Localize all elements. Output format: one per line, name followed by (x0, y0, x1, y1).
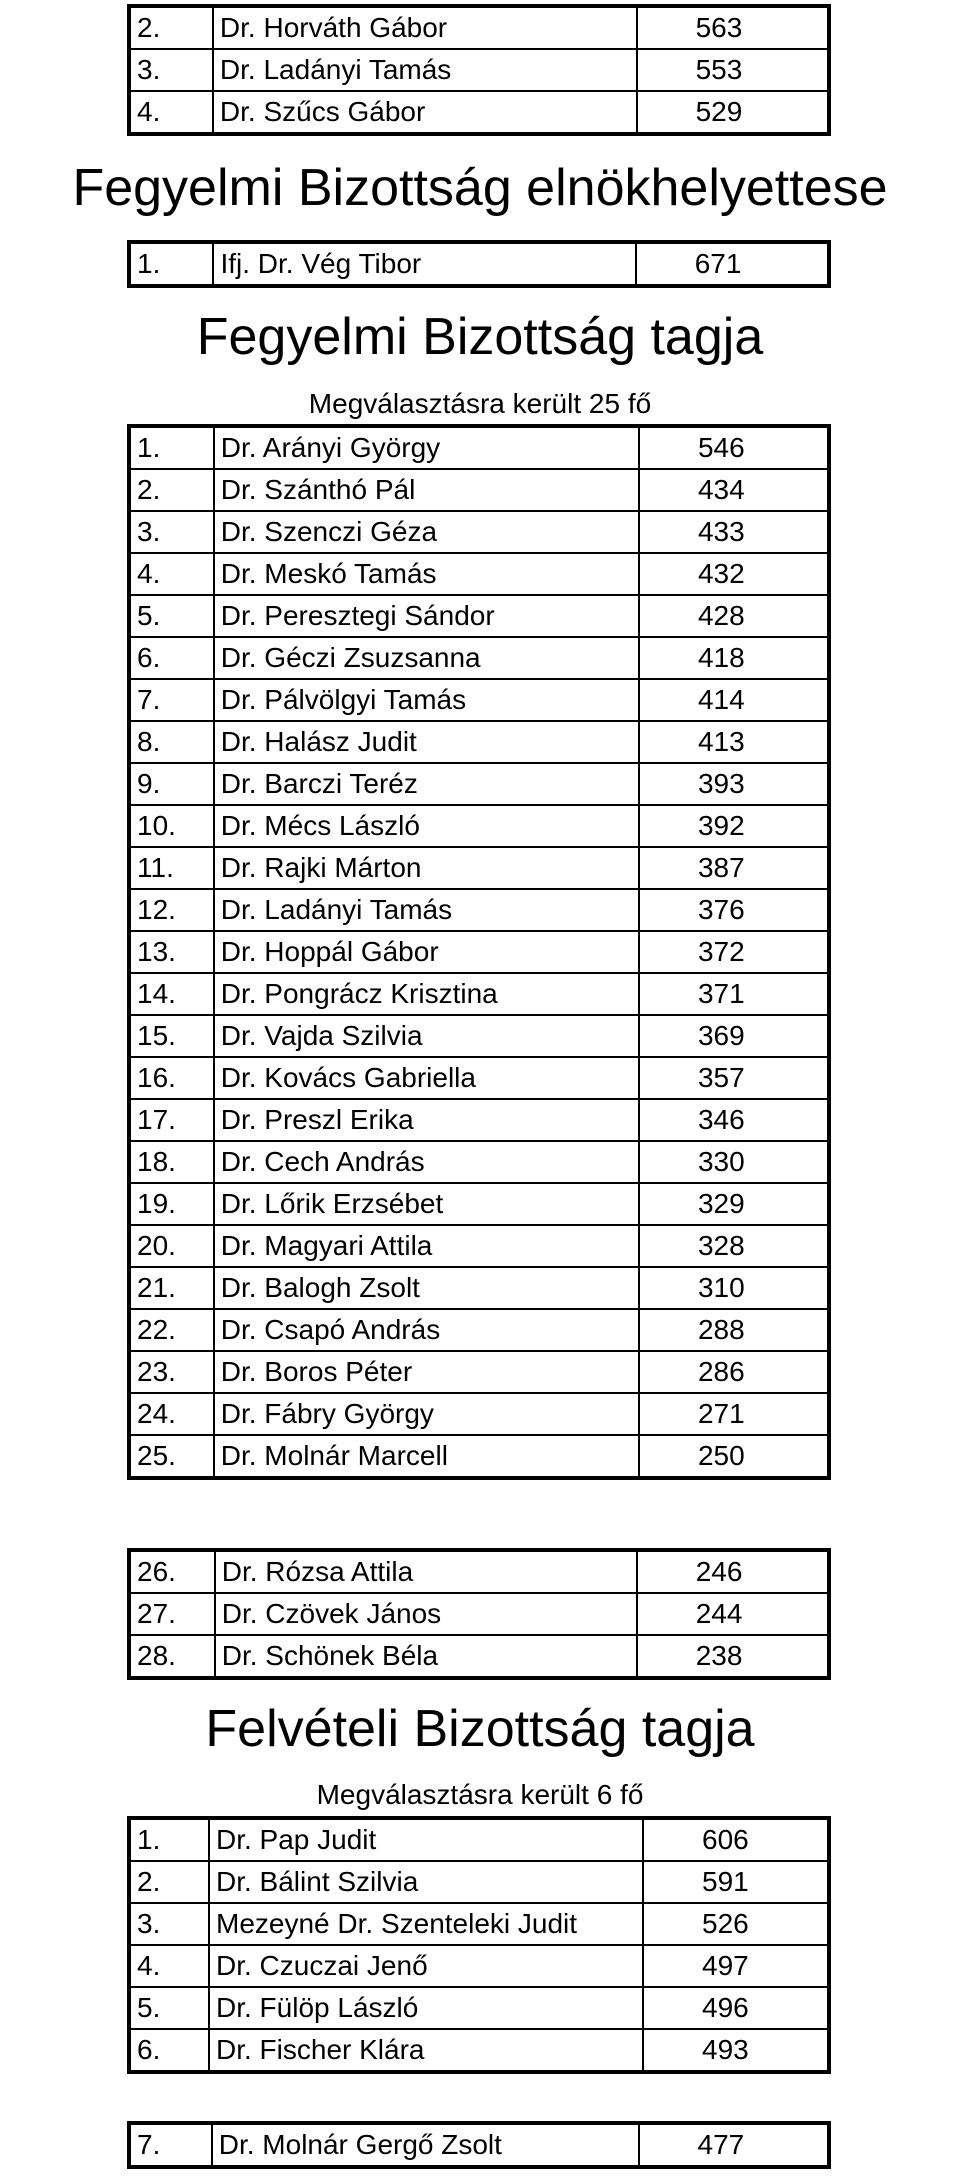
name-cell: Dr. Balogh Zsolt (214, 1267, 639, 1309)
name-cell: Dr. Boros Péter (214, 1351, 639, 1393)
result-row (130, 1945, 828, 1987)
rank-cell: 23. (130, 1351, 214, 1393)
name-cell: Dr. Vajda Szilvia (214, 1015, 639, 1057)
votes-cell: 346 (639, 1099, 828, 1141)
result-row (130, 2029, 828, 2071)
name-cell: Dr. Schönek Béla (215, 1635, 637, 1677)
result-row (130, 7, 828, 49)
name-cell: Dr. Czövek János (215, 1593, 637, 1635)
result-row (130, 1819, 828, 1861)
result-row (130, 637, 828, 679)
votes-cell: 328 (639, 1225, 828, 1267)
rank-cell: 7. (130, 679, 214, 721)
votes-cell: 591 (643, 1861, 828, 1903)
result-row (130, 1435, 828, 1477)
rank-cell: 3. (130, 49, 213, 91)
result-row (130, 1267, 828, 1309)
name-cell: Dr. Fischer Klára (209, 2029, 643, 2071)
rank-cell: 3. (130, 1903, 209, 1945)
votes-cell: 376 (639, 889, 828, 931)
rank-cell: 2. (130, 7, 213, 49)
votes-cell: 244 (637, 1593, 828, 1635)
rank-cell: 8. (130, 721, 214, 763)
votes-cell: 433 (639, 511, 828, 553)
votes-cell: 529 (637, 91, 828, 133)
result-row (130, 1141, 828, 1183)
votes-cell: 671 (636, 243, 828, 285)
rank-cell: 14. (130, 973, 214, 1015)
results-table-admissions-members (127, 1816, 831, 2074)
votes-cell: 369 (639, 1015, 828, 1057)
name-cell: Dr. Csapó András (214, 1309, 639, 1351)
result-row (130, 1099, 828, 1141)
section-title-disciplinary-members: Fegyelmi Bizottság tagja (196, 308, 764, 366)
result-row (130, 91, 828, 133)
votes-cell: 434 (639, 469, 828, 511)
votes-cell: 432 (639, 553, 828, 595)
votes-cell: 310 (639, 1267, 828, 1309)
votes-cell: 246 (637, 1551, 828, 1593)
rank-cell: 4. (130, 1945, 209, 1987)
result-row (130, 1861, 828, 1903)
results-table-admissions-substitutes (127, 2121, 831, 2169)
votes-cell: 329 (639, 1183, 828, 1225)
votes-cell: 493 (643, 2029, 828, 2071)
result-row (130, 1015, 828, 1057)
result-row (130, 763, 828, 805)
name-cell: Dr. Cech András (214, 1141, 639, 1183)
votes-cell: 563 (637, 7, 828, 49)
name-cell: Dr. Horváth Gábor (213, 7, 637, 49)
name-cell: Dr. Pap Judit (209, 1819, 643, 1861)
rank-cell: 18. (130, 1141, 214, 1183)
votes-cell: 428 (639, 595, 828, 637)
rank-cell: 7. (130, 2124, 212, 2166)
rank-cell: 16. (130, 1057, 214, 1099)
name-cell: Dr. Barczi Teréz (214, 763, 639, 805)
name-cell: Dr. Rajki Márton (214, 847, 639, 889)
name-cell: Dr. Fábry György (214, 1393, 639, 1435)
votes-cell: 418 (639, 637, 828, 679)
votes-cell: 357 (639, 1057, 828, 1099)
result-row (130, 427, 828, 469)
result-row (130, 2124, 828, 2166)
name-cell: Dr. Szenczi Géza (214, 511, 639, 553)
result-row (130, 973, 828, 1015)
votes-cell: 387 (639, 847, 828, 889)
result-row (130, 1593, 828, 1635)
result-row (130, 1903, 828, 1945)
votes-cell: 526 (643, 1903, 828, 1945)
result-row (130, 1987, 828, 2029)
rank-cell: 28. (130, 1635, 215, 1677)
votes-cell: 497 (643, 1945, 828, 1987)
name-cell: Dr. Ladányi Tamás (214, 889, 639, 931)
result-row (130, 1551, 828, 1593)
result-row (130, 49, 828, 91)
results-table-disciplinary-vice-chair (127, 240, 831, 288)
votes-cell: 496 (643, 1987, 828, 2029)
rank-cell: 11. (130, 847, 214, 889)
votes-cell: 477 (639, 2124, 828, 2166)
name-cell: Ifj. Dr. Vég Tibor (213, 243, 635, 285)
rank-cell: 6. (130, 637, 214, 679)
name-cell: Dr. Ladányi Tamás (213, 49, 637, 91)
votes-cell: 414 (639, 679, 828, 721)
votes-cell: 553 (637, 49, 828, 91)
name-cell: Dr. Szűcs Gábor (213, 91, 637, 133)
name-cell: Dr. Lőrik Erzsébet (214, 1183, 639, 1225)
name-cell: Dr. Molnár Marcell (214, 1435, 639, 1477)
name-cell: Dr. Czuczai Jenő (209, 1945, 643, 1987)
result-row (130, 1635, 828, 1677)
rank-cell: 21. (130, 1267, 214, 1309)
result-row (130, 679, 828, 721)
name-cell: Mezeyné Dr. Szenteleki Judit (209, 1903, 643, 1945)
result-row (130, 1057, 828, 1099)
result-row (130, 1393, 828, 1435)
results-table-continuation (127, 4, 831, 136)
rank-cell: 27. (130, 1593, 215, 1635)
votes-cell: 330 (639, 1141, 828, 1183)
votes-cell: 250 (639, 1435, 828, 1477)
result-row (130, 931, 828, 973)
name-cell: Dr. Magyari Attila (214, 1225, 639, 1267)
votes-cell: 606 (643, 1819, 828, 1861)
votes-cell: 238 (637, 1635, 828, 1677)
name-cell: Dr. Géczi Zsuzsanna (214, 637, 639, 679)
result-row (130, 805, 828, 847)
votes-cell: 546 (639, 427, 828, 469)
name-cell: Dr. Mécs László (214, 805, 639, 847)
name-cell: Dr. Kovács Gabriella (214, 1057, 639, 1099)
rank-cell: 13. (130, 931, 214, 973)
rank-cell: 4. (130, 553, 214, 595)
rank-cell: 1. (130, 1819, 209, 1861)
votes-cell: 392 (639, 805, 828, 847)
name-cell: Dr. Peresztegi Sándor (214, 595, 639, 637)
section-title-disciplinary-vice-chair: Fegyelmi Bizottság elnökhelyettese (72, 159, 888, 217)
result-row (130, 1225, 828, 1267)
name-cell: Dr. Rózsa Attila (215, 1551, 637, 1593)
rank-cell: 3. (130, 511, 214, 553)
name-cell: Dr. Bálint Szilvia (209, 1861, 643, 1903)
result-row (130, 595, 828, 637)
rank-cell: 26. (130, 1551, 215, 1593)
result-row (130, 469, 828, 511)
rank-cell: 20. (130, 1225, 214, 1267)
name-cell: Dr. Preszl Erika (214, 1099, 639, 1141)
rank-cell: 1. (130, 243, 213, 285)
result-row (130, 1351, 828, 1393)
votes-cell: 393 (639, 763, 828, 805)
results-table-disciplinary-members (127, 424, 831, 1480)
result-row (130, 847, 828, 889)
name-cell: Dr. Pongrácz Krisztina (214, 973, 639, 1015)
section-subtitle-admissions-members: Megválasztásra került 6 fő (316, 1779, 644, 1810)
rank-cell: 15. (130, 1015, 214, 1057)
result-row (130, 553, 828, 595)
votes-cell: 371 (639, 973, 828, 1015)
result-row (130, 1309, 828, 1351)
name-cell: Dr. Halász Judit (214, 721, 639, 763)
rank-cell: 2. (130, 469, 214, 511)
rank-cell: 25. (130, 1435, 214, 1477)
rank-cell: 1. (130, 427, 214, 469)
votes-cell: 286 (639, 1351, 828, 1393)
votes-cell: 271 (639, 1393, 828, 1435)
name-cell: Dr. Hoppál Gábor (214, 931, 639, 973)
name-cell: Dr. Meskó Tamás (214, 553, 639, 595)
section-subtitle-disciplinary-members: Megválasztásra került 25 fő (308, 388, 652, 419)
name-cell: Dr. Arányi György (214, 427, 639, 469)
votes-cell: 413 (639, 721, 828, 763)
rank-cell: 5. (130, 595, 214, 637)
rank-cell: 5. (130, 1987, 209, 2029)
rank-cell: 9. (130, 763, 214, 805)
name-cell: Dr. Fülöp László (209, 1987, 643, 2029)
result-row (130, 243, 828, 285)
rank-cell: 22. (130, 1309, 214, 1351)
rank-cell: 2. (130, 1861, 209, 1903)
rank-cell: 24. (130, 1393, 214, 1435)
name-cell: Dr. Szánthó Pál (214, 469, 639, 511)
name-cell: Dr. Molnár Gergő Zsolt (212, 2124, 639, 2166)
rank-cell: 4. (130, 91, 213, 133)
result-row (130, 889, 828, 931)
result-row (130, 1183, 828, 1225)
rank-cell: 17. (130, 1099, 214, 1141)
votes-cell: 288 (639, 1309, 828, 1351)
rank-cell: 12. (130, 889, 214, 931)
results-table-disciplinary-substitutes (127, 1548, 831, 1680)
result-row (130, 511, 828, 553)
section-title-admissions-members: Felvételi Bizottság tagja (205, 1700, 755, 1758)
rank-cell: 19. (130, 1183, 214, 1225)
result-row (130, 721, 828, 763)
rank-cell: 10. (130, 805, 214, 847)
rank-cell: 6. (130, 2029, 209, 2071)
name-cell: Dr. Pálvölgyi Tamás (214, 679, 639, 721)
votes-cell: 372 (639, 931, 828, 973)
